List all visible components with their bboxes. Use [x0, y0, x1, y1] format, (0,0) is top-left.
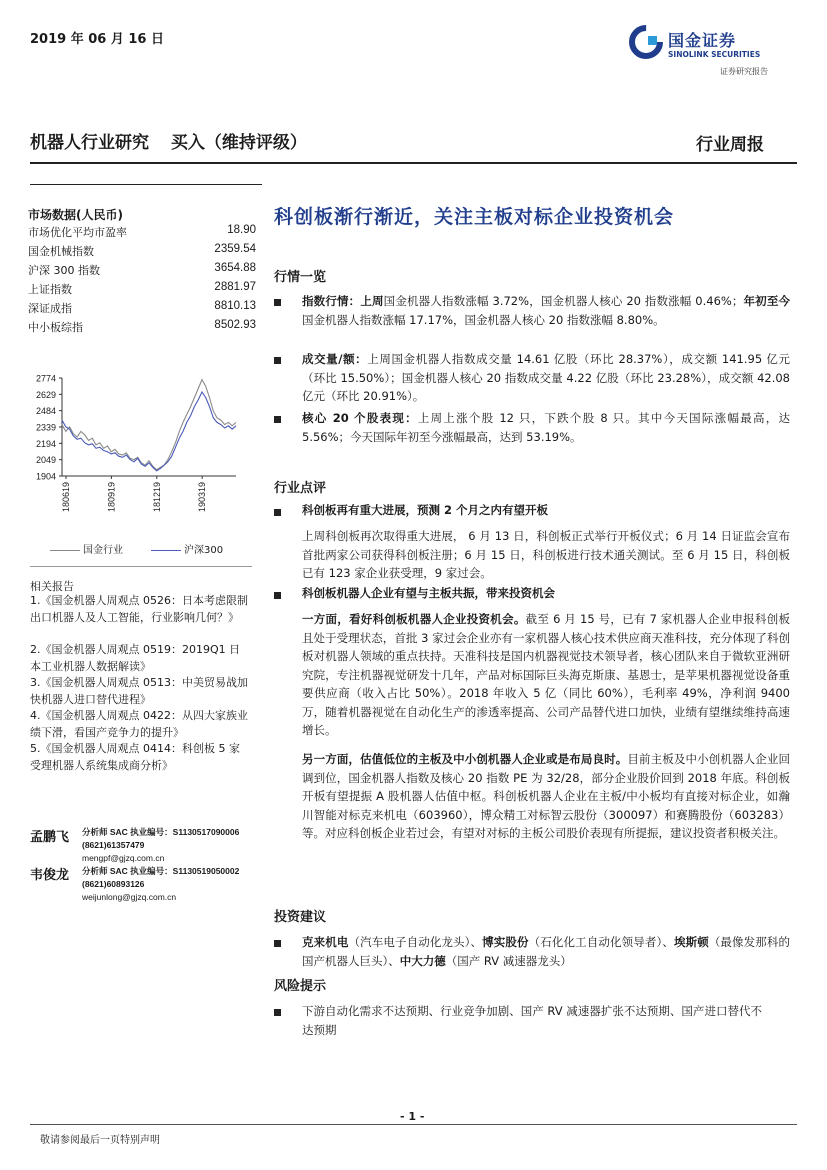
header-rule — [30, 162, 797, 164]
bullet-square-icon — [274, 506, 288, 520]
y-tick-label: 2194 — [35, 438, 56, 449]
analyst-info: 分析师 SAC 执业编号：S1130517090006 (8621)61357479 mengpf@gjzq.com.cn — [82, 827, 240, 863]
disclaimer-note: 敬请参阅最后一页特别声明 — [40, 1135, 160, 1146]
section-industry-review: 行业点评 — [274, 481, 327, 496]
section-risk: 风险提示 — [274, 979, 327, 994]
sidebar-rule — [30, 566, 252, 567]
y-tick-label: 2339 — [35, 422, 56, 433]
related-item: 5.《国金机器人周观点 0414：科创板 5 家受理机器人系统集成商分析》 — [30, 742, 240, 772]
y-tick-label: 2629 — [35, 389, 56, 400]
logo-subtitle: 证券研究报告 — [720, 67, 768, 76]
legend-item-hs300: 沪深300 — [151, 541, 223, 556]
chart-legend — [50, 541, 223, 556]
market-row: 市场优化平均市盈率 18.90 — [28, 224, 256, 239]
bullet-square-icon — [274, 296, 288, 310]
legend-swatch-industry — [50, 550, 80, 551]
index-line-chart — [24, 368, 246, 558]
legend-swatch-hs300 — [151, 550, 181, 551]
paragraph-star-robots: 一方面，看好科创板机器人企业投资机会。截至 6 月 15 号，已有 7 家机器人企业申报科创板且处于受理状态，首批 3 家过会企业亦有一家机器人核心技术供应商天准科技，充分体现了科创板对机器人领域的重点扶持。天准科技是国内机器视觉技术领导者，核心团队来自于微软亚洲研究院，专注机器视觉研发十几年，产品对标国际巨头海克斯康、基恩士，是苹果机器视觉设备重要供应商（收入占比 50%）。2018 年收入 5 亿（同比 60%），毛利率 49%，净利润 9400 万，随着机器视觉在自动化生产的渗透率提高、公司产品替代进口加快，业绩有望继续维持高速增长。 — [302, 612, 790, 737]
sinolink-logo-icon — [628, 24, 664, 60]
section-investment-advice: 投资建议 — [274, 910, 327, 925]
rating: 买入（维持评级） — [170, 133, 307, 153]
bullet-index-performance: 指数行情：上周国金机器人指数涨幅 3.72%，国金机器人核心 20 指数涨幅 0.46%；年初至今国金机器人指数涨幅 17.17%，国金机器人核心 20 指数涨幅 8.80%。 — [302, 294, 790, 327]
brand-logo — [628, 22, 788, 82]
footer-rule — [30, 1124, 797, 1125]
related-item: 1.《国金机器人周观点 0526：日本考虑限制出口机器人及人工智能，行业影响几何？》 — [30, 594, 248, 624]
series-line-hs300 — [62, 392, 236, 471]
market-row: 中小板综指 8502.93 — [28, 319, 256, 334]
paragraph-investment: 克来机电（汽车电子自动化龙头）、博实股份（石化化工自动化领导者）、埃斯顿（最像发那科的国产机器人巨头）、中大力德（国产 RV 减速器龙头） — [302, 935, 791, 968]
bullet-square-icon — [274, 1006, 288, 1020]
market-row: 深证成指 8810.13 — [28, 300, 256, 315]
bullet-volume: 成交量/额：上周国金机器人指数成交量 14.61 亿股（环比 28.37%），成交额 141.95 亿元（环比 15.50%）；国金机器人核心 20 指数成交量 4.22 亿股（环比 23.28%），成交额 42.08 亿元（环比 20.91%）。 — [302, 352, 790, 403]
y-tick-label: 2049 — [35, 455, 56, 466]
market-row: 沪深 300 指数 3654.88 — [28, 262, 256, 277]
related-item: 3.《国金机器人周观点 0513：中美贸易战加快机器人进口替代进程》 — [30, 676, 248, 706]
subhead-star-market: 科创板再有重大进展，预测 2 个月之内有望开板 — [302, 503, 549, 517]
analyst-name: 孟鹏飞 — [30, 830, 70, 845]
bullet-square-icon — [274, 589, 288, 603]
subhead-resonance: 科创板机器人企业有望与主板共振，带来投资机会 — [302, 586, 555, 600]
market-row: 上证指数 2881.97 — [28, 281, 256, 296]
report-type: 行业周报 — [696, 135, 764, 155]
y-tick-label: 2484 — [35, 406, 56, 417]
related-item: 4.《国金机器人周观点 0422：从四大家族业绩下滑，看国产竞争力的提升》 — [30, 709, 248, 739]
y-tick-label: 2774 — [35, 373, 56, 384]
x-tick-label: 180619 — [61, 482, 71, 513]
paragraph-risk: 下游自动化需求不达预期、行业竞争加剧、国产 RV 减速器扩张不达预期、国产进口替代不达预期 — [302, 1004, 762, 1037]
related-item: 2.《国金机器人周观点 0519：2019Q1 日本工业机器人数据解读》 — [30, 643, 241, 673]
y-tick-label: 1904 — [35, 471, 56, 482]
bullet-square-icon — [274, 354, 288, 368]
report-date: 2019 年 06 月 16 日 — [30, 32, 164, 47]
x-tick-label: 190319 — [197, 482, 208, 513]
paragraph-main-board: 另一方面，估值低位的主板及中小创机器人企业或是布局良时。目前主板及中小创机器人企业回调到位，国金机器人指数及核心 20 指数 PE 为 32/28，部分企业股价回到 2018 年底。科创板开板有望提振 A 股机器人估值中枢。科创板机器人企业在主板/中小板均有直接对标企业，如瀚川智能对标克来机电（603960），博众精工对标智云股份（300097）和赛腾股份（603283）等。对应科创板企业若过会，有望对对标的主板公司股价表现有所提振，建议投资者积极关注。 — [302, 752, 791, 840]
related-heading: 相关报告 — [30, 580, 74, 593]
x-tick-label: 181219 — [151, 482, 162, 513]
analyst-info: 分析师 SAC 执业编号：S1130519050002 (8621)60893126 weijunlong@gjzq.com.cn — [82, 866, 240, 902]
logo-cn: 国金证券 — [668, 31, 737, 50]
bullet-square-icon — [274, 937, 288, 951]
sidebar-top-rule — [30, 184, 262, 185]
report-headline: 科创板渐行渐近，关注主板对标企业投资机会 — [274, 206, 675, 228]
market-data-heading: 市场数据(人民币) — [28, 208, 123, 222]
bullet-core20: 核心 20 个股表现：上周上涨个股 12 只，下跌个股 8 只。其中今天国际涨幅最高，达 5.56%；今天国际年初至今涨幅最高，达到 53.19%。 — [302, 411, 790, 444]
bullet-square-icon — [274, 413, 288, 427]
paragraph-star-market: 上周科创板再次取得重大进展， 6 月 13 日，科创板正式举行开板仪式；6 月 14 日证监会宣布首批两家公司获得科创板注册；6 月 15 日，科创板进行技术通关测试。至 6 月 15 日，科创板已有 123 家企业获受理，9 家过会。 — [302, 529, 790, 580]
logo-en: SINOLINK SECURITIES — [668, 50, 761, 59]
market-row: 国金机械指数 2359.54 — [28, 243, 256, 258]
legend-item-industry: 国金行业 — [50, 541, 123, 556]
industry-title — [30, 128, 307, 153]
page-number: - 1 - — [400, 1110, 425, 1123]
analyst-name: 韦俊龙 — [30, 868, 70, 883]
x-tick-label: 180919 — [106, 482, 117, 513]
series-line-industry — [62, 380, 236, 470]
industry-name: 机器人行业研究 — [30, 133, 149, 153]
section-market-overview: 行情一览 — [274, 270, 327, 285]
